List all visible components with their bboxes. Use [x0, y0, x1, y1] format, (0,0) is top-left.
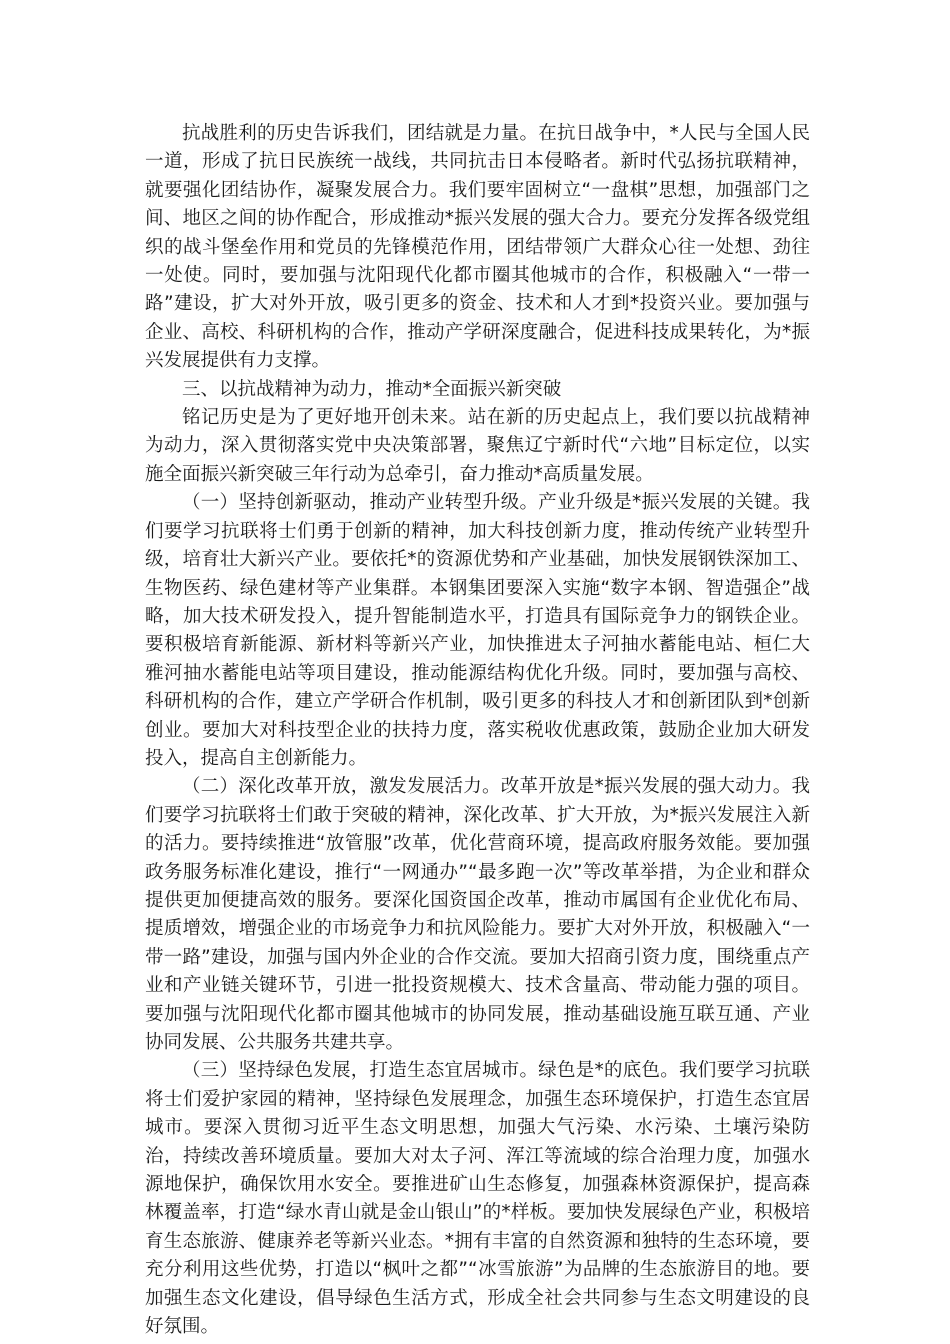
paragraph-green: （三）坚持绿色发展，打造生态宜居城市。绿色是*的底色。我们要学习抗联将士们爱护家园的精神，坚持绿色发展理念，加强生态环境保护，打造生态宜居城市。要深入贯彻习近平生态文明思想，加强大气污染、水污染、土壤污染防治，持续改善环境质量。要加大对太子河、浑江等流域的综合治理力度，加强水源地保护，确保饮用水安全。要推进矿山生态修复，加强森林资源保护，提高森林覆盖率，打造“绿水青山就是金山银山”的*样板。要加快发展绿色产业，积极培育生态旅游、健康养老等新兴业态。*拥有丰富的自然资源和独特的生态环境，要充分利用这些优势，打造以“枫叶之都”“冰雪旅游”为品牌的生态旅游目的地。要加强生态文化建设，倡导绿色生活方式，形成全社会共同参与生态文明建设的良好氛围。	[145, 1060, 810, 1338]
paragraph-innovation: （一）坚持创新驱动，推动产业转型升级。产业升级是*振兴发展的关键。我们要学习抗联将士们勇于创新的精神，加大科技创新力度，推动传统产业转型升级，培育壮大新兴产业。要依托*的资源优势和产业基础，加快发展钢铁深加工、生物医药、绿色建材等产业集群。本钢集团要深入实施“数字本钢、智造强企”战略，加大技术研发投入，提升智能制造水平，打造具有国际竞争力的钢铁企业。要积极培育新能源、新材料等新兴产业，加快推进太子河抽水蓄能电站、桓仁大雅河抽水蓄能电站等项目建设，推动能源结构优化升级。同时，要加强与高校、科研机构的合作，建立产学研合作机制，吸引更多的科技人才和创新团队到*创新创业。要加大对科技型企业的扶持力度，落实税收优惠政策，鼓励企业加大研发投入，提高自主创新能力。	[145, 492, 810, 769]
paragraph-unity: 抗战胜利的历史告诉我们，团结就是力量。在抗日战争中，*人民与全国人民一道，形成了抗日民族统一战线，共同抗击日本侵略者。新时代弘扬抗联精神，就要强化团结协作，凝聚发展合力。我们要牢固树立“一盘棋”思想，加强部门之间、地区之间的协作配合，形成推动*振兴发展的强大合力。要充分发挥各级党组织的战斗堡垒作用和党员的先锋模范作用，团结带领广大群众心往一处想、劲往一处使。同时，要加强与沈阳现代化都市圈其他城市的合作，积极融入“一带一路”建设，扩大对外开放，吸引更多的资金、技术和人才到*投资兴业。要加强与企业、高校、科研机构的合作，推动产学研深度融合，促进科技成果转化，为*振兴发展提供有力支撑。	[145, 123, 810, 372]
paragraph-intro: 铭记历史是为了更好地开创未来。站在新的历史起点上，我们要以抗战精神为动力，深入贯彻落实党中央决策部署，聚焦辽宁新时代“六地”目标定位，以实施全面振兴新突破三年行动为总牵引，奋力推动*高质量发展。	[145, 407, 810, 485]
paragraph-reform: （二）深化改革开放，激发发展活力。改革开放是*振兴发展的强大动力。我们要学习抗联将士们敢于突破的精神，深化改革、扩大开放，为*振兴发展注入新的活力。要持续推进“放管服”改革，优化营商环境，提高政府服务效能。要加强政务服务标准化建设，推行“一网通办”“最多跑一次”等改革举措，为企业和群众提供更加便捷高效的服务。要深化国资国企改革，推动市属国有企业优化布局、提质增效，增强企业的市场竞争力和抗风险能力。要扩大对外开放，积极融入“一带一路”建设，加强与国内外企业的合作交流。要加大招商引资力度，围绕重点产业和产业链关键环节，引进一批投资规模大、技术含量高、带动能力强的项目。要加强与沈阳现代化都市圈其他城市的协同发展，推动基础设施互联互通、产业协同发展、公共服务共建共享。	[145, 776, 810, 1053]
document-page	[145, 120, 810, 1341]
section-heading-three: 三、以抗战精神为动力，推动*全面振兴新突破	[182, 378, 562, 400]
